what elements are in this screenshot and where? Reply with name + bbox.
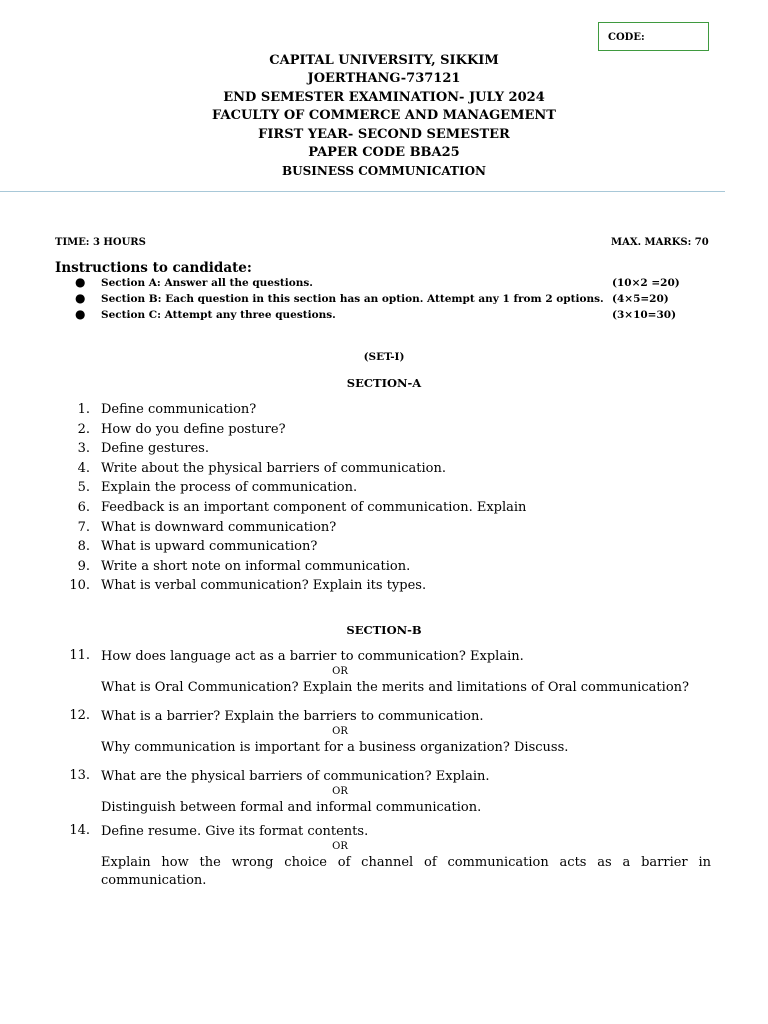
question-option-a: Define resume. Give its format contents. (101, 824, 369, 839)
paper-code: PAPER CODE BBA25 (308, 145, 460, 161)
or-label: OR (332, 786, 348, 797)
question-item (0, 768, 768, 816)
question-item (0, 558, 768, 578)
question-item (0, 401, 768, 421)
question-option-b: Explain how the wrong choice of channel of communication acts as a barrier in communication. (101, 855, 711, 888)
question-item (0, 499, 768, 519)
question-number: 5. (77, 480, 90, 496)
question-item (0, 577, 768, 597)
instructions-title: Instructions to candidate: (55, 260, 252, 276)
question-number: 10. (69, 578, 90, 594)
university-address: JOERTHANG-737121 (307, 71, 461, 87)
question-text: What is downward communication? (101, 519, 337, 535)
question-item (0, 479, 768, 499)
question-text: Define communication? (101, 402, 257, 417)
code-box (598, 22, 709, 51)
question-number: 11. (69, 648, 90, 663)
question-option-a: What are the physical barriers of communication? Explain. (101, 769, 490, 784)
question-option-a: How does language act as a barrier to communication? Explain. (101, 649, 524, 664)
instruction-text: Section A: Answer all the questions. (101, 277, 313, 289)
section-b-questions (0, 648, 768, 890)
question-number: 2. (77, 421, 90, 437)
year-semester: FIRST YEAR- SECOND SEMESTER (258, 126, 510, 142)
bullet-icon: ● (75, 291, 86, 305)
question-item (0, 708, 768, 756)
faculty-name: FACULTY OF COMMERCE AND MANAGEMENT (212, 108, 556, 124)
instructions-list (0, 276, 768, 324)
section-a-questions (0, 401, 768, 597)
question-number: 9. (77, 558, 90, 574)
question-text: Write a short note on informal communication. (101, 558, 411, 574)
exam-header (0, 52, 768, 181)
question-item (0, 519, 768, 539)
question-number: 3. (77, 441, 90, 457)
set-label: (SET-I) (363, 351, 405, 363)
section-b-title: SECTION-B (346, 623, 422, 637)
question-item (0, 538, 768, 558)
or-label: OR (332, 841, 348, 852)
code-label: CODE: (608, 32, 645, 43)
question-text: Feedback is an important component of communication. Explain (101, 499, 527, 515)
instruction-marks: (3×10=30) (612, 309, 677, 321)
question-text: What is upward communication? (101, 539, 318, 555)
university-name: CAPITAL UNIVERSITY, SIKKIM (269, 53, 499, 68)
or-label: OR (332, 666, 348, 677)
question-text: Write about the physical barriers of communication. (101, 460, 446, 476)
instruction-item (0, 292, 768, 308)
question-number: 14. (69, 823, 90, 838)
question-text: What is verbal communication? Explain its types. (101, 578, 427, 594)
question-number: 1. (77, 402, 90, 417)
subject-name: BUSINESS COMMUNICATION (281, 164, 487, 179)
question-number: 13. (69, 768, 90, 783)
question-text: Define gestures. (101, 441, 209, 457)
exam-title: END SEMESTER EXAMINATION- JULY 2024 (223, 89, 545, 105)
question-item (0, 823, 768, 890)
instruction-marks: (4×5=20) (612, 293, 669, 305)
question-item (0, 648, 768, 696)
section-a-title: SECTION-A (346, 376, 422, 390)
question-option-b: Why communication is important for a business organization? Discuss. (101, 740, 569, 755)
bullet-icon: ● (75, 275, 86, 289)
question-number: 12. (69, 708, 90, 723)
question-text: How do you define posture? (101, 421, 286, 437)
instruction-text: Section C: Attempt any three questions. (101, 309, 336, 321)
instruction-marks: (10×2 =20) (612, 277, 680, 289)
question-option-a: What is a barrier? Explain the barriers to communication. (101, 709, 484, 724)
question-item (0, 440, 768, 460)
question-option-b: Distinguish between formal and informal communication. (101, 800, 482, 815)
question-text: Explain the process of communication. (101, 480, 358, 496)
exam-time: TIME: 3 HOURS (55, 237, 146, 248)
question-number: 8. (77, 539, 90, 555)
instruction-text: Section B: Each question in this section has an option. Attempt any 1 from 2 options. (101, 293, 604, 305)
max-marks: MAX. MARKS: 70 (611, 237, 709, 248)
instruction-item (0, 308, 768, 324)
header-divider (0, 191, 725, 192)
question-option-b: What is Oral Communication? Explain the merits and limitations of Oral communication? (101, 680, 689, 695)
question-item (0, 421, 768, 441)
bullet-icon: ● (75, 307, 86, 321)
question-number: 7. (77, 519, 90, 535)
question-item (0, 460, 768, 480)
question-number: 6. (77, 499, 90, 515)
or-label: OR (332, 726, 348, 737)
question-number: 4. (77, 460, 90, 476)
instruction-item (0, 276, 768, 292)
